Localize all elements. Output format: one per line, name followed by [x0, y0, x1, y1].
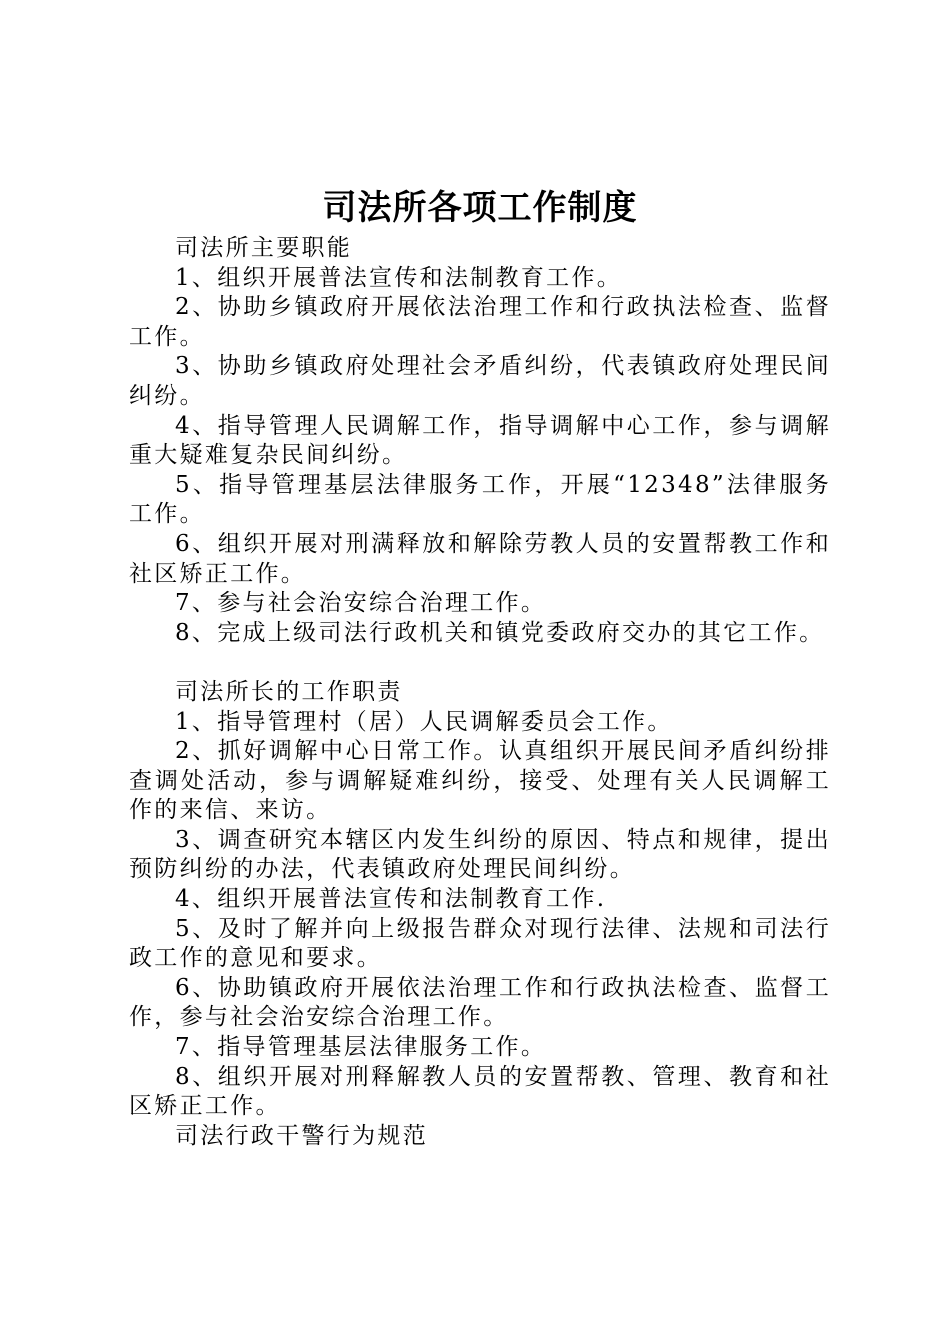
paragraph: 8、组织开展对刑释解教人员的安置帮教、管理、教育和社区矫正工作。 [129, 1063, 831, 1120]
document-title: 司法所各项工作制度 [322, 188, 638, 228]
paragraph: 5、及时了解并向上级报告群众对现行法律、法规和司法行政工作的意见和要求。 [129, 915, 831, 972]
document-body [129, 234, 831, 1151]
section-heading: 司法所主要职能 [175, 235, 353, 261]
paragraph: 7、指导管理基层法律服务工作。 [175, 1034, 547, 1061]
paragraph: 1、组织开展普法宣传和法制教育工作。 [175, 264, 623, 291]
blank-line [129, 648, 831, 678]
paragraph: 2、协助乡镇政府开展依法治理工作和行政执法检查、监督工作。 [129, 294, 831, 350]
paragraph: 7、参与社会治安综合治理工作。 [175, 590, 547, 617]
section-heading: 司法行政干警行为规范 [175, 1122, 428, 1149]
paragraph: 6、协助镇政府开展依法治理工作和行政执法检查、监督工作，参与社会治安综合治理工作。 [129, 974, 831, 1031]
paragraph: 4、组织开展普法宣传和法制教育工作. [175, 886, 607, 913]
paragraph: 1、指导管理村（居）人民调解委员会工作。 [175, 708, 673, 735]
paragraph: 8、完成上级司法行政机关和镇党委政府交办的其它工作。 [175, 619, 825, 646]
section-heading: 司法所长的工作职责 [175, 678, 403, 705]
paragraph: 5、指导管理基层法律服务工作，开展“12348”法律服务工作。 [129, 471, 831, 528]
paragraph: 6、组织开展对刑满释放和解除劳教人员的安置帮教工作和社区矫正工作。 [129, 530, 831, 587]
paragraph: 2、抓好调解中心日常工作。认真组织开展民间矛盾纠纷排查调处活动，参与调解疑难纠纷，接受、处理有关人民调解工作的来信、来访。 [129, 738, 831, 824]
paragraph: 3、调查研究本辖区内发生纠纷的原因、特点和规律，提出预防纠纷的办法，代表镇政府处理民间纠纷。 [129, 826, 831, 883]
paragraph: 3、协助乡镇政府处理社会矛盾纠纷，代表镇政府处理民间纠纷。 [129, 353, 831, 409]
paragraph: 4、指导管理人民调解工作，指导调解中心工作，参与调解重大疑难复杂民间纠纷。 [129, 412, 831, 469]
